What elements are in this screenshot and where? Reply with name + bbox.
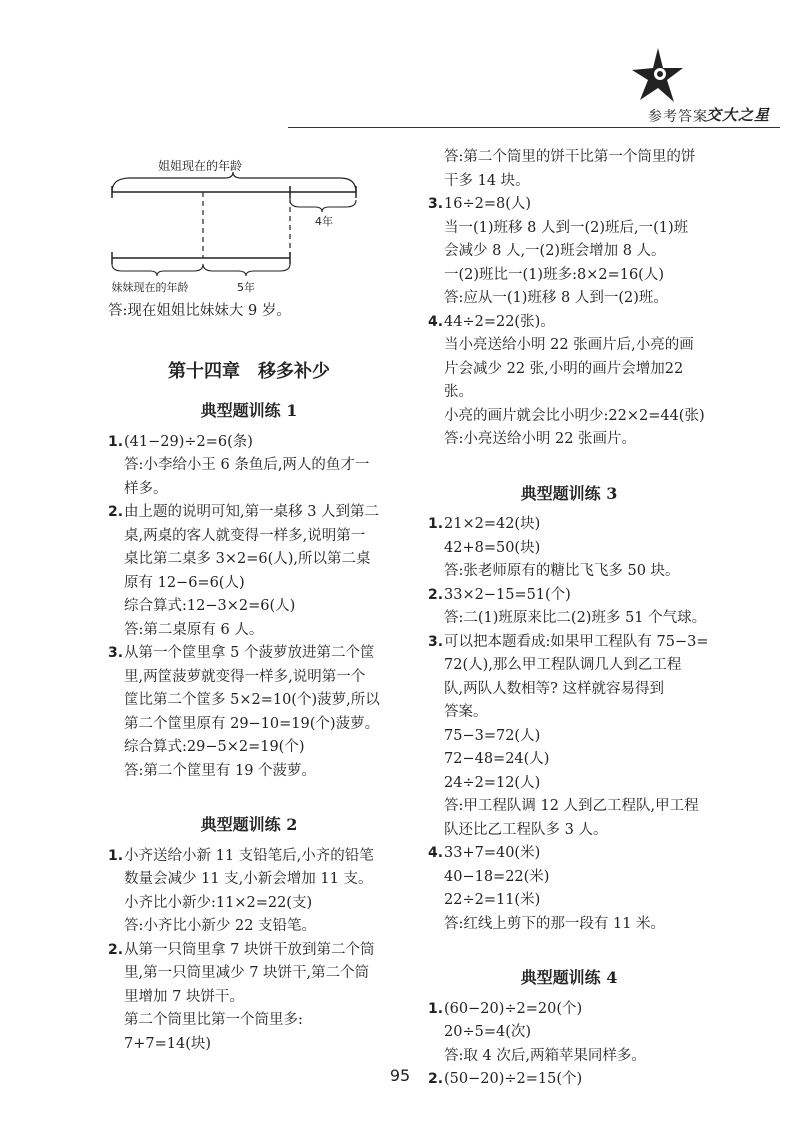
- answer-line: 里增加 7 块饼干。: [124, 988, 244, 1005]
- page-header: [0, 0, 800, 140]
- answer-line: 答:小李给小王 6 条鱼后,两人的鱼才一: [124, 457, 370, 473]
- item-number: 2.: [108, 941, 124, 958]
- section-title-3: 典型题训练 3: [520, 483, 618, 503]
- answer-line: 当一(1)班移 8 人到一(2)班后,一(1)班: [444, 219, 689, 236]
- answer-line: 7+7=14(块): [124, 1035, 212, 1052]
- answer-line: (41−29)÷2=6(条): [124, 433, 253, 450]
- answer-item: [108, 501, 390, 642]
- answer-item: [108, 939, 390, 1057]
- answer-line: 小齐送给小新 11 支铅笔后,小齐的铅笔: [124, 847, 374, 864]
- answer-line: 答:第二桌原有 6 人。: [124, 621, 264, 638]
- answer-item: [428, 311, 710, 452]
- header-rule: [288, 127, 780, 128]
- answer-line: 综合算式:12−3×2=6(人): [124, 598, 296, 614]
- section-2-items-continued: [428, 193, 710, 452]
- item-number: 2.: [428, 1071, 444, 1087]
- answer-line: 答:二(1)班原来比二(2)班多 51 个气球。: [444, 610, 707, 626]
- header-brand: 交大之星: [705, 106, 770, 124]
- answer-item: [428, 631, 710, 843]
- answer-line: 片会减少 22 张,小明的画片会增加22 张。: [444, 360, 684, 400]
- answer-line: 可以把本题看成:如果甲工程队有 75−3=: [444, 633, 709, 650]
- left-column: [108, 300, 390, 1056]
- answer-line: 当小亮送给小明 22 张画片后,小亮的画: [444, 337, 694, 353]
- diagram-label-4yr: 4年: [315, 215, 333, 228]
- section-title-4: 典型题训练 4: [520, 968, 618, 987]
- answer-line: 33×2−15=51(个): [444, 586, 571, 603]
- answer-item: [428, 513, 710, 584]
- page-number: 95: [389, 1066, 411, 1085]
- answer-line: 一(2)班比一(1)班多:8×2=16(人): [444, 266, 664, 283]
- answer-line: 小齐比小新少:11×2=22(支): [124, 894, 313, 911]
- answer-line: 原有 12−6=6(人): [124, 574, 245, 591]
- item-number: 3.: [428, 196, 444, 212]
- item-number: 1.: [428, 1000, 444, 1017]
- answer-item: [108, 642, 390, 783]
- item-number: 4.: [428, 845, 444, 861]
- answer-item: [108, 845, 390, 939]
- answer-line: 21×2=42(块): [444, 516, 541, 532]
- answer-line: 33+7=40(米): [444, 845, 541, 861]
- answer-line: 40−18=22(米): [444, 868, 550, 885]
- answer-line: 从第一只筒里拿 7 块饼干放到第二个筒: [124, 941, 375, 958]
- answer-line: 答:第二个筒里的饼干比第一个筒里的饼: [444, 149, 696, 165]
- item-number: 4.: [428, 313, 444, 330]
- continued-answer: [428, 146, 710, 193]
- item-number: 1.: [108, 433, 124, 450]
- answer-line: 第二个筒里比第一个筒里多:: [124, 1012, 303, 1028]
- diagram-label-bottom-left: 妹妹现在的年龄: [111, 281, 189, 294]
- item-number: 1.: [108, 847, 124, 864]
- age-diagram: [100, 150, 370, 295]
- answer-line: 桌,两桌的客人就变得一样多,说明第一: [124, 527, 366, 544]
- section-title-1: 典型题训练 1: [200, 401, 298, 420]
- answer-line: 20÷5=4(次): [444, 1024, 532, 1040]
- section-2-items: [108, 845, 390, 1057]
- answer-item: [108, 431, 390, 502]
- answer-line: 干多 14 块。: [444, 172, 530, 189]
- answer-line: 里,第一只筒里减少 7 块饼干,第二个筒: [124, 965, 370, 981]
- star-logo-icon: [628, 44, 686, 106]
- answer-line: 数量会减少 11 支,小新会增加 11 支。: [124, 871, 373, 887]
- answer-line: (50−20)÷2=15(个): [444, 1071, 583, 1087]
- item-number: 3.: [428, 633, 444, 650]
- answer-line: 44÷2=22(张)。: [444, 313, 555, 330]
- answer-line: 会减少 8 人,一(2)班会增加 8 人。: [444, 243, 666, 259]
- answer-line: 样多。: [124, 480, 168, 497]
- answer-line: 答:取 4 次后,两箱苹果同样多。: [444, 1047, 646, 1064]
- answer-line: 答:张老师原有的糖比飞飞多 50 块。: [444, 563, 680, 579]
- answer-item: [428, 998, 710, 1069]
- item-number: 2.: [108, 504, 124, 520]
- right-column: [428, 146, 710, 1092]
- section-3-items: [428, 513, 710, 936]
- diagram-label-bottom-right: 5年: [237, 281, 255, 294]
- answer-line: 24÷2=12(人): [444, 774, 541, 791]
- answer-line: 72−48=24(人): [444, 751, 550, 767]
- item-number: 2.: [428, 586, 444, 603]
- section-1-items: [108, 431, 390, 784]
- answer-line: 桌比第二桌多 3×2=6(人),所以第二桌: [124, 551, 371, 567]
- item-number: 3.: [108, 645, 124, 661]
- answer-line: 从第一个筐里拿 5 个菠萝放进第二个筐: [124, 645, 375, 661]
- answer-line: 由上题的说明可知,第一桌移 3 人到第二: [124, 504, 380, 520]
- answer-line: (60−20)÷2=20(个): [444, 1000, 583, 1017]
- chapter-title: 第十四章 移多补少: [168, 360, 330, 382]
- answer-line: 22÷2=11(米): [444, 892, 541, 908]
- answer-line: 里,两筐菠萝就变得一样多,说明第一个: [124, 668, 366, 685]
- answer-line: 答:第二个筐里有 19 个菠萝。: [124, 762, 317, 779]
- answer-line: 筐比第二个筐多 5×2=10(个)菠萝,所以: [124, 692, 380, 708]
- answer-line: 答:小亮送给小明 22 张画片。: [444, 431, 637, 447]
- item-number: 1.: [428, 516, 444, 532]
- answer-line: 答案。: [444, 704, 488, 720]
- answer-item: [428, 842, 710, 936]
- answer-line: 答:红线上剪下的那一段有 11 米。: [444, 915, 666, 932]
- header-section-title: 参考答案: [648, 109, 708, 125]
- answer-item: [428, 584, 710, 631]
- answer-line: 队,两队人数相等? 这样就容易得到: [444, 680, 664, 697]
- answer-line: 答:小齐比小新少 22 支铅笔。: [124, 918, 317, 934]
- answer-line: 第二个筐里原有 29−10=19(个)菠萝。: [124, 715, 380, 732]
- answer-item: [428, 193, 710, 311]
- answer-line: 75−3=72(人): [444, 727, 541, 744]
- answer-line: 16÷2=8(人): [444, 196, 532, 212]
- answer-age: 答:现在姐姐比妹妹大 9 岁。: [108, 303, 291, 319]
- answer-line: 小亮的画片就会比小明少:22×2=44(张): [444, 407, 705, 424]
- answer-line: 72(人),那么甲工程队调几人到乙工程: [444, 657, 682, 673]
- section-title-2: 典型题训练 2: [200, 815, 298, 834]
- answer-line: 42+8=50(块): [444, 539, 541, 556]
- answer-line: 答:应从一(1)班移 8 人到一(2)班。: [444, 290, 668, 306]
- diagram-label-top: 姐姐现在的年龄: [157, 159, 243, 173]
- answer-line: 答:甲工程队调 12 人到乙工程队,甲工程: [444, 798, 699, 814]
- answer-line: 综合算式:29−5×2=19(个): [124, 739, 305, 755]
- answer-line: 队还比乙工程队多 3 人。: [444, 821, 608, 838]
